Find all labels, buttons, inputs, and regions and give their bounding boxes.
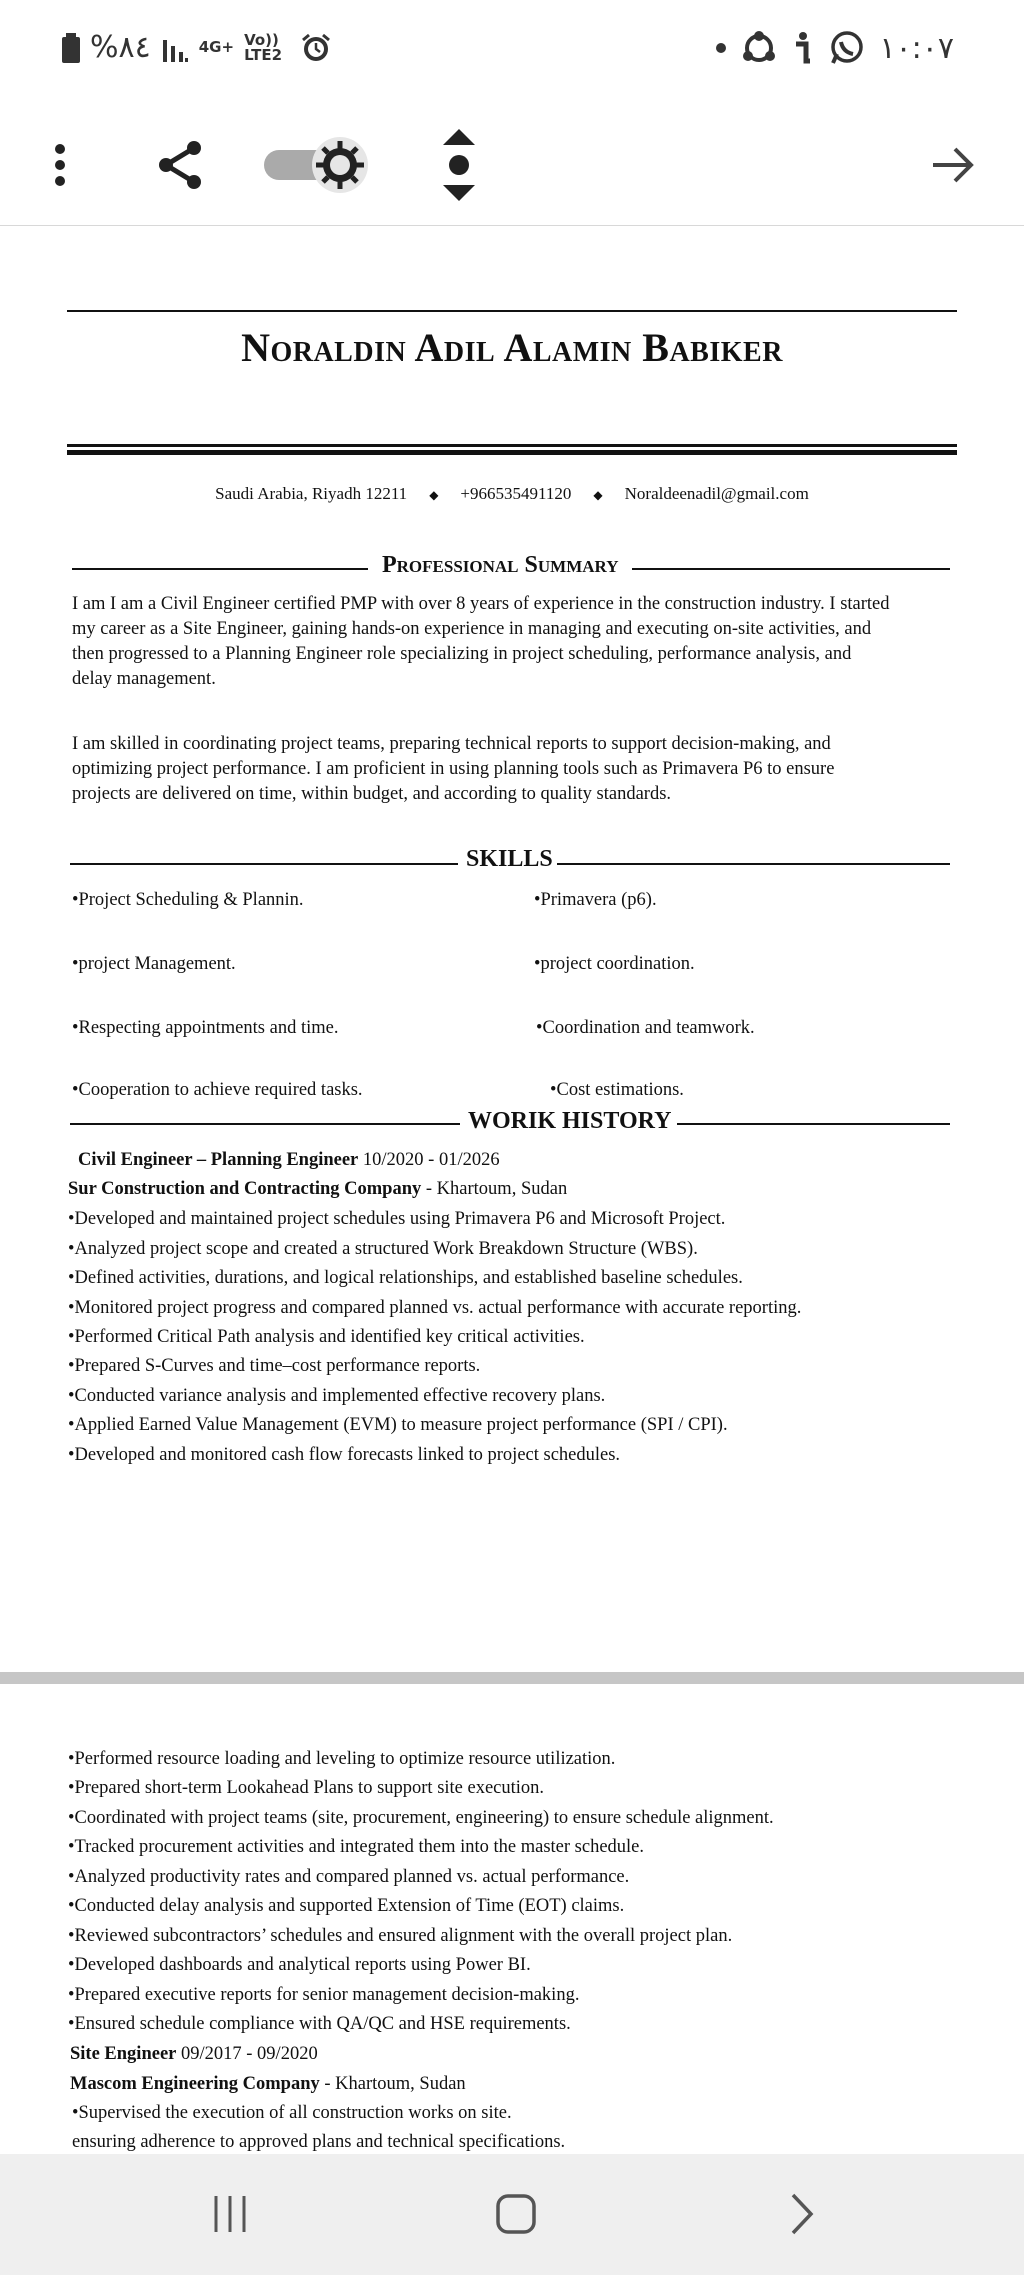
resume-name: Noraldin Adil Alamin Babiker <box>241 325 783 370</box>
summary-line: my career as a Site Engineer, gaining hands-on experience in managing and executing on-site activities, and <box>72 619 872 639</box>
more-button[interactable] <box>25 130 95 200</box>
info-icon <box>791 31 815 65</box>
work-bullet: •Defined activities, durations, and logical relationships, and established baseline schedules. <box>68 1268 743 1288</box>
work-bullet: •Prepared S-Curves and time–cost performance reports. <box>68 1356 481 1376</box>
work-bullet: •Applied Earned Value Management (EVM) to measure project performance (SPI / CPI). <box>68 1415 728 1435</box>
status-bar <box>0 0 1024 100</box>
contact-location: Saudi Arabia, Riyadh 12211 <box>215 484 408 503</box>
job-dates: 09/2017 - 09/2020 <box>181 2044 318 2064</box>
work-bullet: •Conducted variance analysis and implemented effective recovery plans. <box>68 1386 606 1406</box>
company-line <box>70 2074 466 2095</box>
work-heading: WORIK HISTORY <box>460 1108 677 1135</box>
night-mode-toggle[interactable] <box>258 130 370 200</box>
navigation-bar <box>0 2154 1024 2275</box>
forward-button[interactable] <box>918 130 988 200</box>
work-bullet: •Supervised the execution of all construction works on site. <box>72 2103 512 2123</box>
company-name: Sur Construction and Contracting Company <box>68 1179 422 1199</box>
skill-item: •Respecting appointments and time. <box>72 1018 339 1038</box>
summary-heading: Professional Summary <box>368 552 632 579</box>
page-break <box>0 1672 1024 1684</box>
home-icon <box>495 2193 537 2235</box>
dot-icon <box>715 42 727 54</box>
summary-line: then progressed to a Planning Engineer role specializing in project scheduling, performance analysis, and <box>72 644 852 664</box>
job-title: Civil Engineer – Planning Engineer <box>78 1150 359 1170</box>
header-thick-rule <box>67 444 957 447</box>
skill-item: •project Management. <box>72 954 236 974</box>
job-dates: 10/2020 - 01/2026 <box>362 1150 500 1170</box>
signal-icon <box>161 34 189 62</box>
summary-paragraph-1 <box>72 592 962 692</box>
alarm-icon <box>300 32 332 64</box>
whatsapp-icon <box>829 30 865 66</box>
status-right <box>715 30 954 66</box>
work-bullet: •Coordinated with project teams (site, procurement, engineering) to ensure schedule alignment. <box>68 1808 774 1828</box>
skills-heading: SKILLS <box>458 846 557 873</box>
work-bullet: •Analyzed productivity rates and compared planned vs. actual performance. <box>68 1867 630 1887</box>
work-bullet: •Analyzed project scope and created a structured Work Breakdown Structure (WBS). <box>68 1239 698 1259</box>
scroll-button[interactable] <box>424 130 494 200</box>
diamond-icon: ◆ <box>593 488 603 502</box>
diamond-icon: ◆ <box>429 488 439 502</box>
company-location: - Khartoum, Sudan <box>425 1179 568 1199</box>
skill-item: •Cost estimations. <box>550 1080 684 1100</box>
work-bullet: •Ensured schedule compliance with QA/QC and HSE requirements. <box>68 2014 571 2034</box>
more-icon <box>53 143 67 187</box>
skill-item: •Cooperation to achieve required tasks. <box>72 1080 363 1100</box>
company-name: Mascom Engineering Company <box>70 2074 320 2094</box>
status-left <box>62 30 332 65</box>
share-button[interactable] <box>145 130 215 200</box>
work-bullet: •Developed dashboards and analytical reports using Power BI. <box>68 1955 531 1975</box>
clock: ١٠:٠٧ <box>879 30 954 66</box>
circle-share-icon <box>741 30 777 66</box>
work-bullet: ensuring adherence to approved plans and technical specifications. <box>72 2132 566 2152</box>
work-bullet: •Developed and maintained project schedules using Primavera P6 and Microsoft Project. <box>68 1209 726 1229</box>
network-4g: 4G+ <box>198 38 235 56</box>
skill-item: •Project Scheduling & Plannin. <box>72 890 304 910</box>
reader-toolbar <box>0 100 1024 227</box>
summary-line: optimizing project performance. I am proficient in using planning tools such as Primavera P6 to ensure <box>72 759 835 779</box>
network-volte: Vo)) LTE2 <box>244 30 283 64</box>
job-title-line <box>70 2044 318 2065</box>
work-bullet: •Conducted delay analysis and supported Extension of Time (EOT) claims. <box>68 1896 625 1916</box>
summary-line: I am I am a Civil Engineer certified PMP with over 8 years of experience in the construction industry. I started <box>72 594 890 614</box>
home-button[interactable] <box>486 2184 546 2244</box>
document-page-1[interactable] <box>0 226 1024 1672</box>
recent-apps-button[interactable] <box>200 2184 260 2244</box>
contact-phone: +966535491120 <box>460 484 572 503</box>
company-location: - Khartoum, Sudan <box>324 2074 466 2094</box>
job-title-line <box>78 1150 500 1171</box>
contact-line <box>0 484 1024 504</box>
header-top-rule <box>67 310 957 312</box>
scroll-icon <box>439 127 479 203</box>
skill-item: •Coordination and teamwork. <box>536 1018 755 1038</box>
document-page-2[interactable] <box>0 1684 1024 2154</box>
summary-line: I am skilled in coordinating project teams, preparing technical reports to support decision-making, and <box>72 734 831 754</box>
skill-item: •Primavera (p6). <box>534 890 657 910</box>
work-bullet: •Prepared short-term Lookahead Plans to support site execution. <box>68 1778 545 1798</box>
battery-percent: %٨٤ <box>90 30 151 65</box>
night-mode-toggle-icon <box>258 133 370 197</box>
work-bullet: •Performed resource loading and leveling to optimize resource utilization. <box>68 1749 616 1769</box>
battery-icon <box>62 33 80 63</box>
job-title: Site Engineer <box>70 2044 177 2064</box>
work-bullet: •Developed and monitored cash flow forecasts linked to project schedules. <box>68 1445 621 1465</box>
work-bullet: •Performed Critical Path analysis and identified key critical activities. <box>68 1327 585 1347</box>
summary-line: projects are delivered on time, within budget, and according to quality standards. <box>72 784 672 804</box>
work-bullet: •Tracked procurement activities and integrated them into the master schedule. <box>68 1837 645 1857</box>
header-thick-rule-2 <box>67 450 957 455</box>
back-button[interactable] <box>772 2184 832 2244</box>
contact-email[interactable]: Noraldeenadil@gmail.com <box>624 484 809 503</box>
work-bullet: •Monitored project progress and compared planned vs. actual performance with accurate reporting. <box>68 1298 802 1318</box>
share-icon <box>154 139 206 191</box>
back-icon <box>787 2192 817 2236</box>
summary-line: delay management. <box>72 669 216 689</box>
work-bullet: •Reviewed subcontractors’ schedules and ensured alignment with the overall project plan. <box>68 1926 733 1946</box>
forward-arrow-icon <box>929 145 977 185</box>
summary-paragraph-2 <box>72 732 962 807</box>
work-bullet: •Prepared executive reports for senior management decision-making. <box>68 1985 580 2005</box>
company-line <box>68 1179 567 1200</box>
recent-apps-icon <box>210 2194 250 2234</box>
skill-item: •project coordination. <box>534 954 695 974</box>
